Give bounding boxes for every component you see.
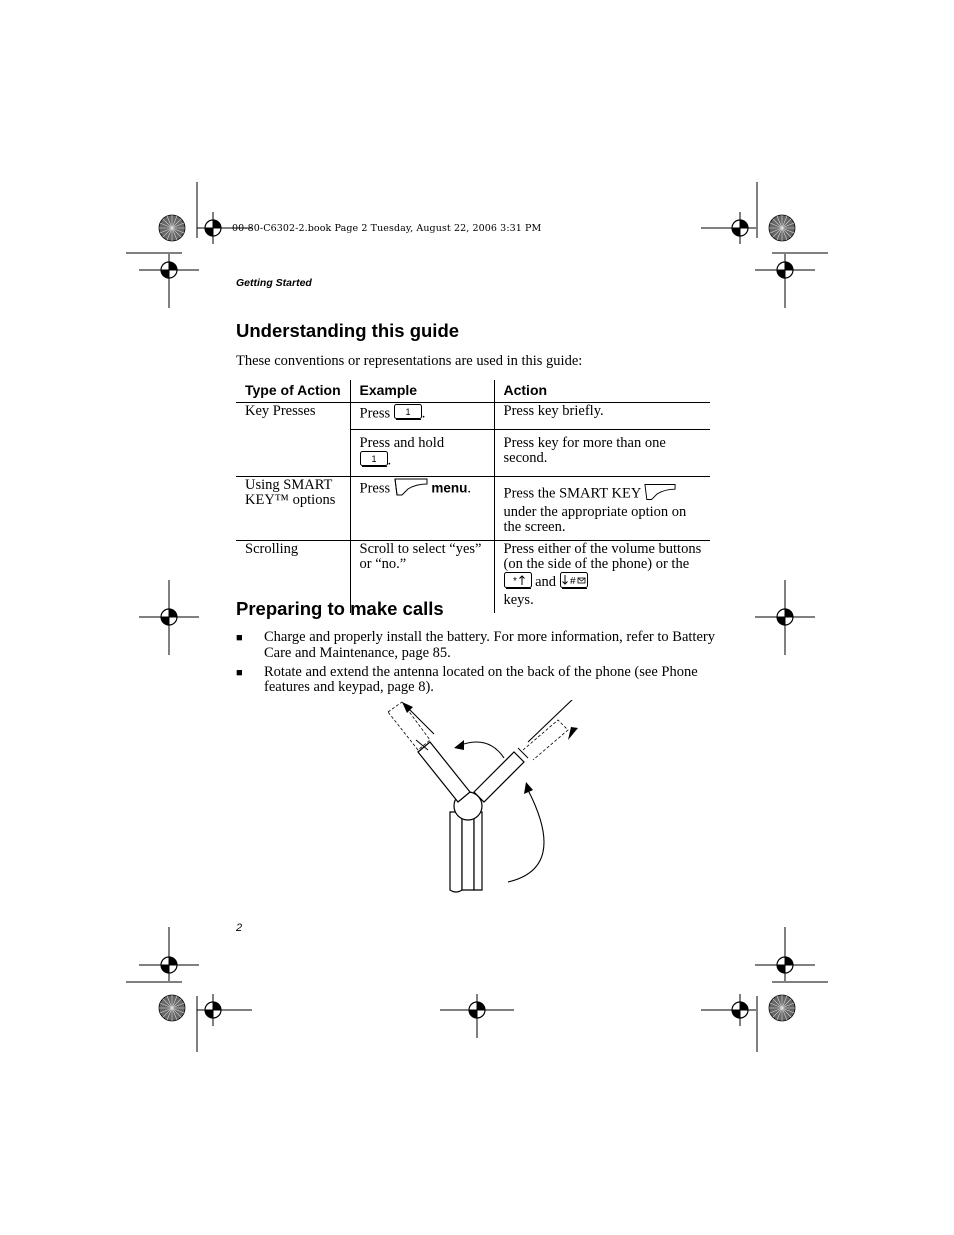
bullet-square-icon: ■	[236, 632, 243, 644]
column-header: Type of Action	[236, 380, 350, 403]
print-slug: 00-80-C6302-2.book Page 2 Tuesday, August 22, 2006 3:31 PM	[232, 223, 542, 234]
type-cell: Using SMART KEY™ options	[236, 477, 350, 541]
page-number: 2	[236, 922, 243, 934]
list-item: ■ Rotate and extend the antenna located on the back of the phone (see Phone features and keypad, page 8).	[236, 663, 698, 695]
section-heading-preparing: Preparing to make calls	[236, 598, 444, 619]
action-cell: Press key briefly.	[494, 403, 710, 430]
svg-text:1: 1	[370, 454, 377, 464]
column-header: Example	[350, 380, 494, 403]
list-item: ■ Charge and properly install the battery. For more information, refer to Battery Care and Maintenance, page 85.	[236, 629, 715, 661]
action-cell: Press key for more than one second.	[494, 430, 710, 477]
section-heading-understanding: Understanding this guide	[236, 320, 460, 341]
example-cell: Press menu.	[350, 477, 494, 541]
pound-key-icon	[560, 572, 588, 593]
key-1-icon	[394, 404, 422, 424]
svg-text:1: 1	[405, 407, 411, 417]
smart-key-icon	[394, 478, 428, 500]
svg-text:#: #	[569, 576, 576, 587]
running-head: Getting Started	[236, 277, 312, 289]
example-cell: Press 1 .	[350, 403, 494, 430]
conventions-table	[236, 380, 710, 613]
smart-key-icon	[644, 483, 676, 505]
bullet-square-icon: ■	[236, 666, 243, 679]
column-header: Action	[494, 380, 710, 403]
antenna-illustration	[378, 700, 578, 896]
type-cell: Key Presses	[236, 403, 350, 477]
star-key-icon	[504, 572, 532, 593]
table-row	[236, 403, 710, 430]
action-cell: Press the SMART KEY under the appropriate option on the screen.	[494, 477, 710, 541]
action-cell: Press either of the volume buttons (on the side of the phone) or the * and # keys.	[494, 541, 710, 614]
key-1-icon	[360, 451, 388, 471]
intro-text: These conventions or representations are used in this guide:	[236, 353, 583, 369]
svg-text:*: *	[512, 576, 517, 587]
table-header-row	[236, 380, 710, 403]
example-cell: Scroll to select “yes” or “no.”	[350, 541, 494, 614]
preparation-list	[236, 630, 718, 699]
table-row	[236, 477, 710, 541]
example-cell: Press and hold 1 .	[350, 430, 494, 477]
type-cell: Scrolling	[245, 541, 299, 557]
